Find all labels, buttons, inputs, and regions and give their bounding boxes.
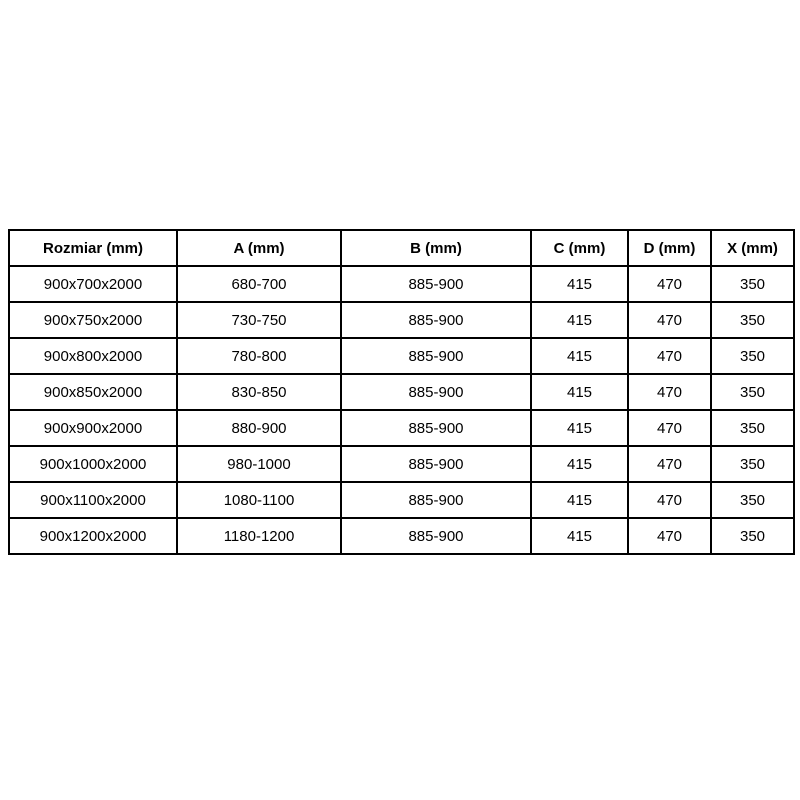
table-cell-rozmiar: 900x1000x2000 (9, 446, 177, 482)
table-cell-b: 885-900 (341, 446, 531, 482)
column-header-b: B (mm) (341, 230, 531, 266)
table-row (9, 518, 794, 554)
table-cell-c: 415 (531, 266, 628, 302)
table-cell-x: 350 (711, 338, 794, 374)
column-header-a: A (mm) (177, 230, 341, 266)
table-cell-x: 350 (711, 518, 794, 554)
table-cell-b: 885-900 (341, 374, 531, 410)
table-cell-c: 415 (531, 338, 628, 374)
table-row (9, 446, 794, 482)
table-cell-a: 830-850 (177, 374, 341, 410)
table-cell-c: 415 (531, 446, 628, 482)
size-spec-table-container (8, 229, 793, 555)
table-cell-d: 470 (628, 374, 711, 410)
size-spec-table (8, 229, 795, 555)
table-cell-a: 1080-1100 (177, 482, 341, 518)
table-cell-d: 470 (628, 518, 711, 554)
table-cell-x: 350 (711, 266, 794, 302)
table-row (9, 374, 794, 410)
column-header-rozmiar: Rozmiar (mm) (9, 230, 177, 266)
table-cell-d: 470 (628, 410, 711, 446)
table-cell-rozmiar: 900x800x2000 (9, 338, 177, 374)
table-cell-rozmiar: 900x1100x2000 (9, 482, 177, 518)
table-cell-b: 885-900 (341, 410, 531, 446)
table-row (9, 410, 794, 446)
table-cell-b: 885-900 (341, 518, 531, 554)
table-cell-rozmiar: 900x850x2000 (9, 374, 177, 410)
table-cell-b: 885-900 (341, 302, 531, 338)
table-cell-x: 350 (711, 302, 794, 338)
table-cell-d: 470 (628, 302, 711, 338)
column-header-c: C (mm) (531, 230, 628, 266)
table-cell-rozmiar: 900x700x2000 (9, 266, 177, 302)
table-cell-b: 885-900 (341, 266, 531, 302)
table-cell-a: 680-700 (177, 266, 341, 302)
table-cell-a: 1180-1200 (177, 518, 341, 554)
table-cell-x: 350 (711, 410, 794, 446)
table-cell-c: 415 (531, 410, 628, 446)
table-cell-a: 780-800 (177, 338, 341, 374)
table-cell-c: 415 (531, 302, 628, 338)
table-cell-a: 730-750 (177, 302, 341, 338)
table-cell-a: 980-1000 (177, 446, 341, 482)
table-cell-c: 415 (531, 518, 628, 554)
table-cell-a: 880-900 (177, 410, 341, 446)
table-cell-rozmiar: 900x1200x2000 (9, 518, 177, 554)
table-header-row (9, 230, 794, 266)
table-cell-c: 415 (531, 374, 628, 410)
table-row (9, 482, 794, 518)
table-cell-x: 350 (711, 446, 794, 482)
table-cell-d: 470 (628, 482, 711, 518)
column-header-x: X (mm) (711, 230, 794, 266)
table-cell-d: 470 (628, 266, 711, 302)
table-cell-b: 885-900 (341, 338, 531, 374)
table-cell-d: 470 (628, 446, 711, 482)
table-row (9, 302, 794, 338)
table-cell-c: 415 (531, 482, 628, 518)
table-cell-x: 350 (711, 482, 794, 518)
table-row (9, 266, 794, 302)
table-cell-rozmiar: 900x750x2000 (9, 302, 177, 338)
column-header-d: D (mm) (628, 230, 711, 266)
table-row (9, 338, 794, 374)
table-cell-x: 350 (711, 374, 794, 410)
table-cell-b: 885-900 (341, 482, 531, 518)
table-cell-d: 470 (628, 338, 711, 374)
table-cell-rozmiar: 900x900x2000 (9, 410, 177, 446)
table-body (9, 266, 794, 554)
table-row (9, 230, 794, 266)
